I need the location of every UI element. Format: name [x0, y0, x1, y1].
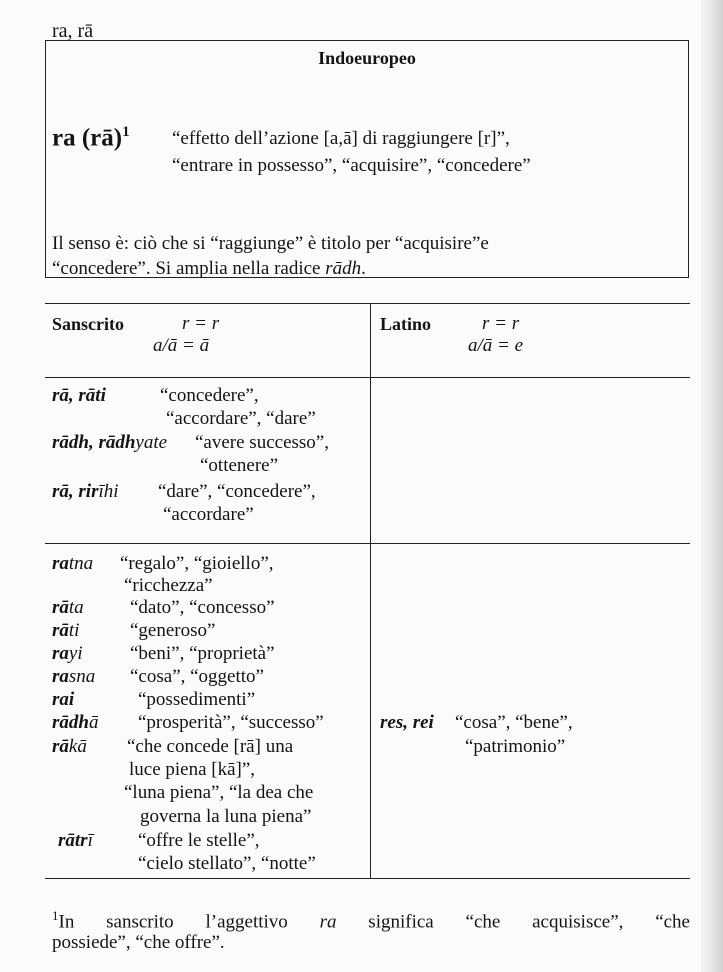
meaning-ratna-1: “regalo”, “gioiello”,: [120, 553, 274, 574]
entry-radha: rādhā: [52, 712, 99, 733]
meaning-ririhi-2: “accordare”: [163, 504, 254, 525]
meaning-rayi: “beni”, “proprietà”: [130, 643, 275, 664]
entry-rai: rai: [52, 689, 75, 710]
meaning-raka-1: “che concede [rā] una: [127, 736, 294, 757]
entry-rayi: rayi: [52, 643, 83, 664]
box-title: Indoeuropeo: [318, 48, 416, 68]
footnote-line2: possiede”, “che offre”.: [52, 932, 225, 953]
entry-ratri: rātrī: [58, 830, 93, 851]
entry-rasna: rasna: [52, 666, 96, 687]
meaning-ratri-2: “cielo stellato”, “notte”: [138, 853, 316, 874]
meaning-ratna-2: “ricchezza”: [124, 575, 213, 596]
meaning-ra-rati-2: “accordare”, “dare”: [166, 408, 316, 429]
table-header-rule: [45, 377, 690, 378]
running-header: ra, rā: [52, 20, 94, 42]
entry-rati: rāti: [52, 620, 80, 641]
entry-raka: rākā: [52, 736, 87, 757]
meaning-radh-1: “avere successo”,: [195, 432, 329, 453]
meaning-ratri-1: “offre le stelle”,: [138, 830, 260, 851]
entry-rata: rāta: [52, 597, 84, 618]
meaning-raka-2: luce piena [kā]”,: [129, 759, 256, 780]
meaning-res-rei-1: “cosa”, “bene”,: [455, 712, 573, 733]
meaning-raka-3: “luna piena”, “la dea che: [124, 782, 314, 803]
entry-ratna: ratna: [52, 553, 94, 574]
table-column-divider: [370, 303, 371, 878]
meaning-rati: “generoso”: [130, 620, 216, 641]
meaning-rai: “possedimenti”: [138, 689, 256, 710]
sanscrito-heading: Sanscrito: [52, 314, 124, 334]
root-term: ra (rā)$^1$: [52, 124, 130, 152]
meaning-rata: “dato”, “concesso”: [130, 597, 275, 618]
meaning-radha: “prosperità”, “successo”: [138, 712, 324, 733]
footnote-line1: $^1$In sanscrito l’aggettivo ra significa “che acquisisce”, “che: [52, 908, 690, 933]
table-top-rule: [45, 303, 690, 304]
page-edge-shadow: [701, 0, 723, 972]
meaning-res-rei-2: “patrimonio”: [465, 736, 566, 757]
entry-ra-ririhi: rā, rirīhi: [52, 481, 119, 502]
sanscrito-equivalence-r: r = r: [182, 313, 220, 334]
meaning-radh-2: “ottenere”: [200, 455, 279, 476]
table-bottom-rule: [45, 878, 690, 879]
latino-equivalence-r: r = r: [482, 313, 520, 334]
sense-line2: “concedere”. Si amplia nella radice rādh.: [52, 258, 366, 279]
meaning-ririhi-1: “dare”, “concedere”,: [158, 481, 316, 502]
entry-ra-rati: rā, rāti: [52, 385, 106, 406]
entry-radh-radhyate: rādh, rādhyate: [52, 432, 168, 453]
meaning-ra-rati-1: “concedere”,: [160, 385, 259, 406]
meaning-raka-4: governa la luna piena”: [140, 806, 312, 827]
latino-equivalence-a: a/ā = e: [468, 335, 524, 356]
sense-line1: Il senso è: ciò che si “raggiunge” è titolo per “acquisire”e: [52, 233, 489, 254]
root-definition-line2: “entrare in possesso”, “acquisire”, “concedere”: [172, 155, 531, 176]
sanscrito-equivalence-a: a/ā = ā: [153, 335, 210, 356]
root-definition-line1: “effetto dell’azione [a,ā] di raggiungere [r]”,: [172, 128, 510, 149]
latino-heading: Latino: [380, 314, 432, 334]
entry-res-rei: res, rei: [380, 712, 434, 733]
table-group-rule: [45, 543, 690, 544]
meaning-rasna: “cosa”, “oggetto”: [130, 666, 264, 687]
